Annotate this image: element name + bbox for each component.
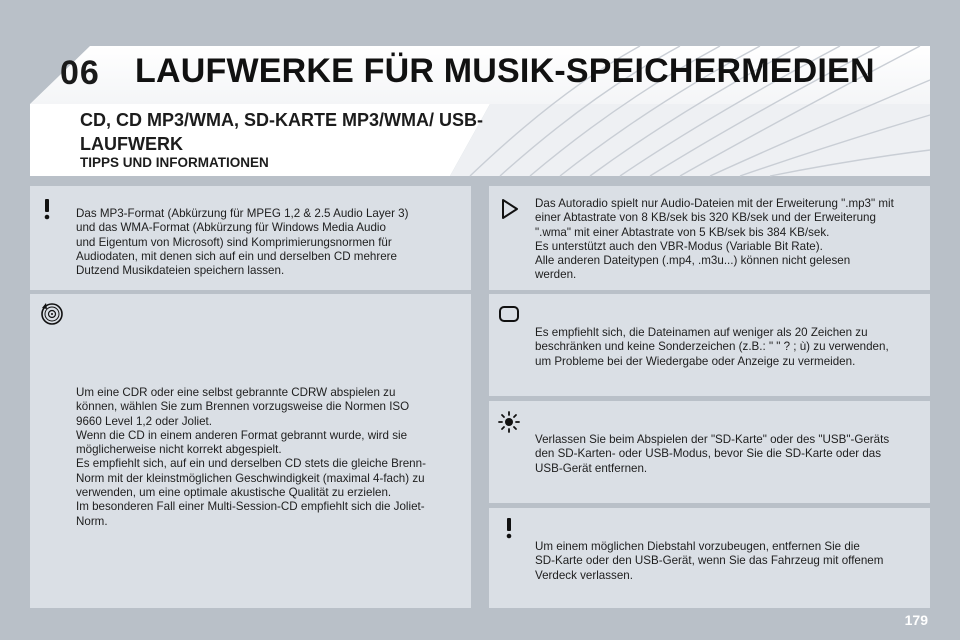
exclamation-icon: [496, 515, 522, 541]
card-file-names-text: Es empfiehlt sich, die Dateinamen auf weniger als 20 Zeichen zu beschränken und keine Sonderzeichen (z.B.: " " ? ; ù) zu verwenden, um Probleme bei der Wiedergabe oder Anzeige zu vermeiden.: [535, 326, 889, 368]
rounded-square-icon: [496, 301, 522, 327]
card-file-types-text: Das Autoradio spielt nur Audio-Dateien mit der Erweiterung ".mp3" mit einer Abtastrate von 8 KB/sek bis 320 KB/sek und der Erweiterung ".wma" mit einer Abtastrate von 5 KB/sek bis 384 KB/sek. Es unterstützt auch den VBR-Modus (Variable Bit Rate). Alle anderen Dateitypen (.mp4, .m3u...) können nicht gelesen werden.: [535, 197, 894, 282]
chapter-number: 06: [60, 54, 100, 92]
page-title: LAUFWERKE FÜR MUSIK-SPEICHERMEDIEN: [135, 52, 875, 90]
card-theft-text: Um einem möglichen Diebstahl vorzubeugen, entfernen Sie die SD-Karte oder den USB-Gerät, wenn Sie das Fahrzeug mit offenem Verdeck verlassen.: [535, 540, 884, 582]
card-cdr-text: Um eine CDR oder eine selbst gebrannte CDRW abspielen zu können, wählen Sie zum Brennen vorzugsweise die Normen ISO 9660 Level 1,2 oder Joliet. Wenn die CD in einem anderen Format gebrannt wurde, wird sie möglicherweise nicht korrekt abgespielt. Es empfiehlt sich, auf ein und derselben CD stets die gleiche Brenn- Norm mit der kleinstmöglichen Geschwindigkeit (maximal 4-fach) zu verwenden, um eine optimale akustische Qualität zu erzielen. Im besonderen Fall einer Multi-Session-CD empfiehlt sich die Joliet- Norm.: [76, 386, 426, 528]
sun-icon: [496, 409, 522, 435]
page-number: 179: [904, 612, 928, 628]
exclamation-icon: [34, 196, 60, 222]
section-subtitle: TIPPS UND INFORMATIONEN: [80, 155, 269, 170]
section-title: CD, CD MP3/WMA, SD-KARTE MP3/WMA/ USB-LAUFWERK: [80, 110, 483, 154]
play-triangle-icon: [496, 196, 522, 222]
card-leave-mode-text: Verlassen Sie beim Abspielen der "SD-Karte" oder des "USB"-Geräts den SD-Karten- oder USB-Modus, bevor Sie die SD-Karte oder das USB-Gerät entfernen.: [535, 433, 890, 475]
disc-icon: [38, 300, 64, 326]
card-mp3-format-text: Das MP3-Format (Abkürzung für MPEG 1,2 & 2.5 Audio Layer 3) und das WMA-Format (Abkürzung für Windows Media Audio und Eigentum von Microsoft) sind Komprimierungsnormen für Audiodaten, mit denen sich auf ein und derselben CD mehrere Dutzend Musikdateien speichern lassen.: [76, 207, 409, 278]
header-decoration: [0, 0, 960, 200]
